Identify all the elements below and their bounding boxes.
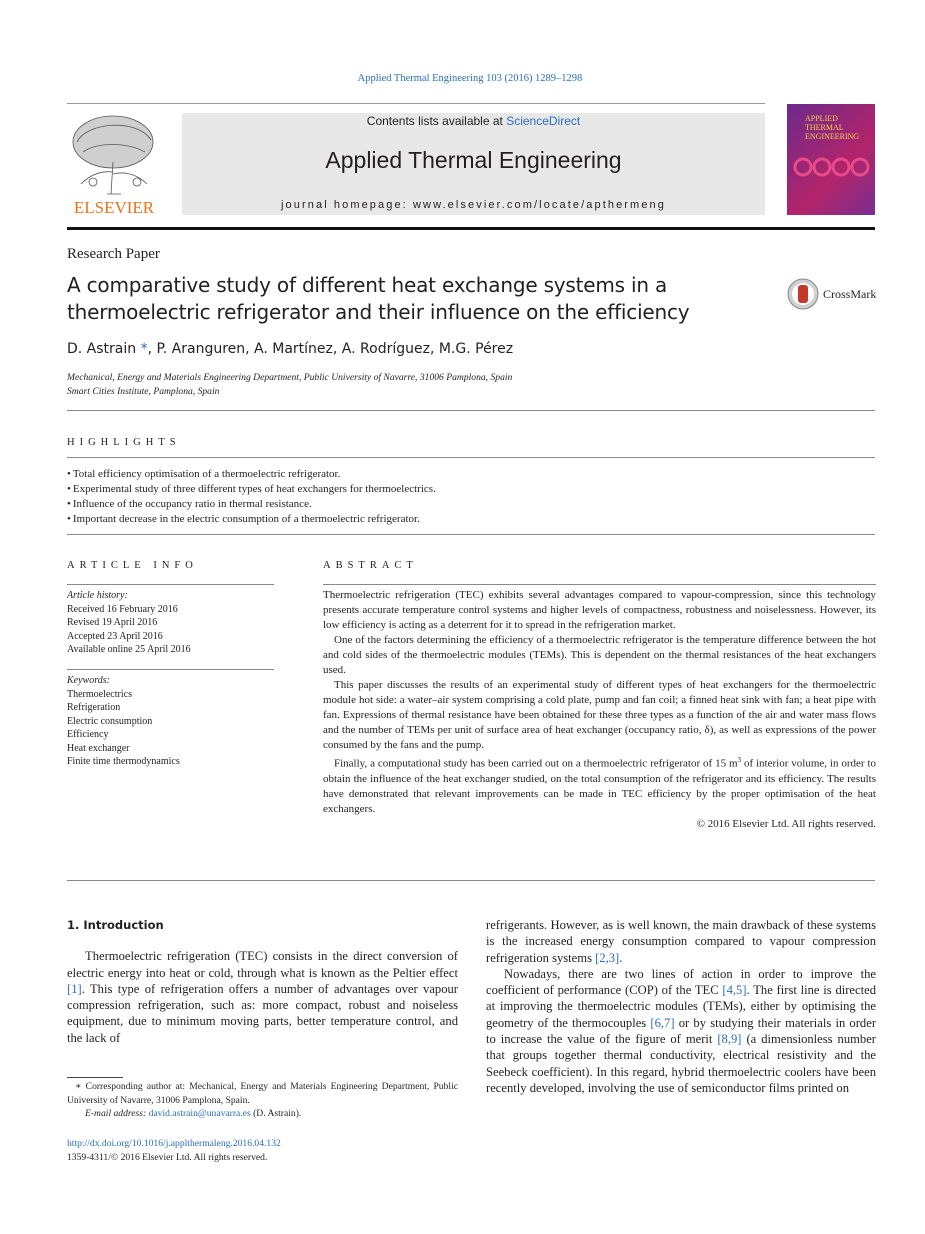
- doi-link[interactable]: http://dx.doi.org/10.1016/j.applthermaleng.2016.04.132: [67, 1138, 281, 1149]
- divider: [67, 457, 875, 458]
- article-type: Research Paper: [67, 246, 160, 262]
- keyword: Heat exchanger: [67, 742, 130, 754]
- article-history: [67, 589, 191, 657]
- body-paragraph: Nowadays, there are two lines of action in order to improve the coefficient of performance (COP) of the TEC [4,5]. The first line is directed at improving the thermoelectric modules (TEMs), either by optimising the geometry of the thermocouples [6,7] or by studying their materials in order to increase the value of the figure of merit [8,9] (a dimensionless number that groups together thermal conductivity, electrical resistivity and the Seebeck coefficient). In this regard, hybrid thermoelectric coolers have been recently developed, involving the use of semiconductor films printed on: [486, 966, 877, 1095]
- elsevier-logo: [67, 112, 161, 216]
- author-list: [67, 341, 513, 357]
- article-title: A comparative study of different heat exchange systems in a thermoelectric refrigerator and their influence on the efficiency: [67, 273, 690, 324]
- citation-link[interactable]: [8,9]: [717, 1032, 742, 1047]
- divider: [67, 534, 875, 535]
- abstract-paragraph: This paper discusses the results of an experimental study of different types of heat exchangers for the thermoelectric module hot side: a water–air system comprising a cold plate, pump and fan coil; a finned heat sink with fan; a heat pipe with fan. Expressions of thermal resistance have been obtained for these three types as a function of the air and water mass flows and the number of TEMs per unit of surface area of heat exchanger (occupancy ratio, δ), as well as expressions of the power consumed by the fans and the pump.: [323, 679, 876, 751]
- email-line: E-mail address: david.astrain@unavarra.es (D. Astrain).: [85, 1108, 302, 1119]
- divider: [67, 669, 274, 670]
- crossmark-label: CrossMark: [823, 287, 877, 301]
- affiliation-1: Mechanical, Energy and Materials Engineering Department, Public University of Navarre, 31006 Pamplona, Spain: [67, 372, 513, 383]
- article-info-heading: ARTICLE INFO: [67, 560, 198, 571]
- highlight-item: • Total efficiency optimisation of a thermoelectric refrigerator.: [67, 467, 875, 482]
- highlight-item: • Experimental study of three different types of heat exchangers for thermoelectrics.: [67, 482, 875, 497]
- divider: [67, 880, 875, 881]
- authors-rest: , P. Aranguren, A. Martínez, A. Rodríguez, M.G. Pérez: [147, 341, 514, 357]
- accepted-date: Accepted 23 April 2016: [67, 630, 163, 642]
- keyword: Efficiency: [67, 729, 109, 740]
- highlight-item: • Influence of the occupancy ratio in thermal resistance.: [67, 497, 875, 512]
- sciencedirect-link[interactable]: ScienceDirect: [506, 114, 581, 128]
- footnote-rule: [67, 1077, 123, 1078]
- corresponding-author-note: ∗ Corresponding author at: Mechanical, Energy and Materials Engineering Department, Public University of Navarre, 31006 Pamplona, Spain.: [67, 1081, 458, 1106]
- keywords: [67, 674, 180, 769]
- keyword: Finite time thermodynamics: [67, 756, 180, 767]
- contents-line: Contents lists available at ScienceDirect: [366, 114, 581, 128]
- highlight-item: • Important decrease in the electric consumption of a thermoelectric refrigerator.: [67, 512, 875, 527]
- citation-link[interactable]: [4,5]: [722, 983, 747, 998]
- body-column-left: [67, 917, 458, 1046]
- crossmark-icon: [787, 278, 819, 310]
- copyright: © 2016 Elsevier Ltd. All rights reserved.: [696, 817, 876, 830]
- divider: [67, 410, 875, 411]
- keywords-label: Keywords:: [67, 675, 110, 686]
- journal-header-box: [182, 113, 765, 215]
- history-label: Article history:: [67, 590, 128, 601]
- citation-link[interactable]: [1]: [67, 981, 82, 996]
- author-first: D. Astrain: [67, 341, 137, 357]
- divider: [323, 584, 876, 585]
- keyword: Electric consumption: [67, 715, 153, 727]
- keyword: Thermoelectrics: [67, 688, 132, 700]
- journal-title: Applied Thermal Engineering: [325, 147, 622, 173]
- footnote: [67, 1080, 458, 1121]
- body-paragraph: refrigerants. However, as is well known, the main drawback of these systems is the increased energy consumption compared to vapour compression refrigeration systems [2,3].: [486, 918, 876, 965]
- abstract-heading: ABSTRACT: [323, 560, 418, 571]
- elsevier-tree-icon: [67, 112, 161, 216]
- email-link[interactable]: david.astrain@unavarra.es: [148, 1108, 251, 1119]
- header-thick-rule: [67, 227, 875, 230]
- highlights-list: [67, 467, 875, 527]
- affiliation-2: Smart Cities Institute, Pamplona, Spain: [67, 385, 220, 397]
- citation-link[interactable]: [2,3]: [595, 950, 620, 965]
- received-date: Received 16 February 2016: [67, 603, 178, 615]
- online-date: Available online 25 April 2016: [67, 644, 191, 655]
- cover-rings-icon: [793, 156, 871, 178]
- divider: [67, 584, 274, 585]
- cover-title: APPLIED THERMAL ENGINEERING: [805, 114, 860, 141]
- crossmark-button[interactable]: [787, 278, 877, 312]
- body-paragraph: Thermoelectric refrigeration (TEC) consists in the direct conversion of electric energy into heat or cold, through what is known as the Peltier effect [1]. This type of refrigeration offers a number of advantages over vapour compression refrigeration, such as: more compact, robust and noiseless equipment, due to minimum moving parts, better temperature control, and the lack of: [67, 949, 458, 1045]
- svg-text:ELSEVIER: ELSEVIER: [73, 198, 155, 216]
- abstract-paragraph: Thermoelectric refrigeration (TEC) exhibits several advantages compared to vapour-compression, since this technology presents accurate temperature control systems and higher levels of compactness, robustness and noiselessness. However, its low efficiency is acting as a deterrent for it to spread in the refrigeration market.: [323, 589, 876, 631]
- abstract-paragraph: Finally, a computational study has been carried out on a thermoelectric refrigerator of 15 $m^3$ of interior volume, in order to obtain the influence of the heat exchanger studied, on the total consumption of the refrigerator and its efficiency. The results have demonstrated that relevant improvements can be made in TEC efficiency by the proper optimisation of the heat exchangers.: [323, 756, 877, 815]
- issn-line: 1359-4311/© 2016 Elsevier Ltd. All rights reserved.: [67, 1151, 268, 1163]
- keyword: Refrigeration: [67, 702, 121, 713]
- section-heading: 1. Introduction: [67, 918, 164, 932]
- corresponding-author-mark[interactable]: *: [136, 341, 148, 357]
- header-top-rule: [67, 103, 765, 104]
- abstract-paragraph: One of the factors determining the efficiency of a thermoelectric refrigerator is the temperature difference between the hot and cold sides of the thermoelectric modules (TEMs). This is dependent on the thermal resistances of the heat exchangers used.: [323, 634, 876, 676]
- journal-cover-image: [787, 104, 875, 215]
- abstract-body: [323, 588, 876, 832]
- doi-block: [67, 1137, 281, 1164]
- highlights-heading: HIGHLIGHTS: [67, 437, 181, 448]
- revised-date: Revised 19 April 2016: [67, 617, 158, 628]
- journal-reference-link[interactable]: Applied Thermal Engineering 103 (2016) 1289–1298: [357, 73, 583, 84]
- citation-link[interactable]: [6,7]: [650, 1015, 675, 1030]
- affiliations: [67, 371, 512, 398]
- body-column-right: [486, 917, 876, 1096]
- journal-homepage[interactable]: journal homepage: www.elsevier.com/locate/apthermeng: [281, 199, 666, 211]
